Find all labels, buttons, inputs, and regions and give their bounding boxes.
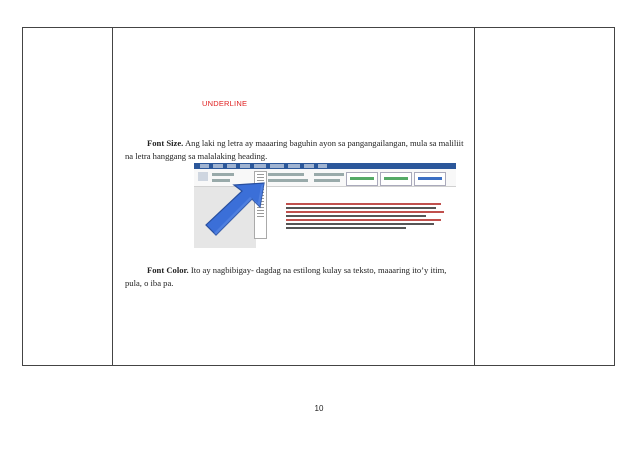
blue-pointer-arrow-icon bbox=[200, 181, 266, 239]
document-page bbox=[256, 187, 456, 248]
font-color-paragraph bbox=[125, 264, 465, 289]
style-normal bbox=[346, 172, 378, 186]
table-column-divider bbox=[474, 28, 475, 365]
font-size-description: Ang laki ng letra ay maaaring baguhin ayon sa pangangailangan, mula sa maliliit na letra hanggang sa malalaking heading. bbox=[125, 138, 464, 161]
table-column-divider bbox=[112, 28, 113, 365]
font-color-term: Font Color. bbox=[147, 265, 189, 275]
style-heading bbox=[414, 172, 446, 186]
underline-label: UNDERLINE bbox=[202, 99, 248, 108]
style-no-spacing bbox=[380, 172, 412, 186]
font-color-description: Ito ay nagbibigay- dagdag na estilong kulay sa teksto, maaaring ito’y itim, pula, o iba pa. bbox=[125, 265, 447, 288]
word-processor-screenshot bbox=[194, 163, 456, 248]
font-size-paragraph bbox=[125, 137, 465, 162]
font-size-term: Font Size. bbox=[147, 138, 184, 148]
page-number: 10 bbox=[314, 404, 324, 413]
